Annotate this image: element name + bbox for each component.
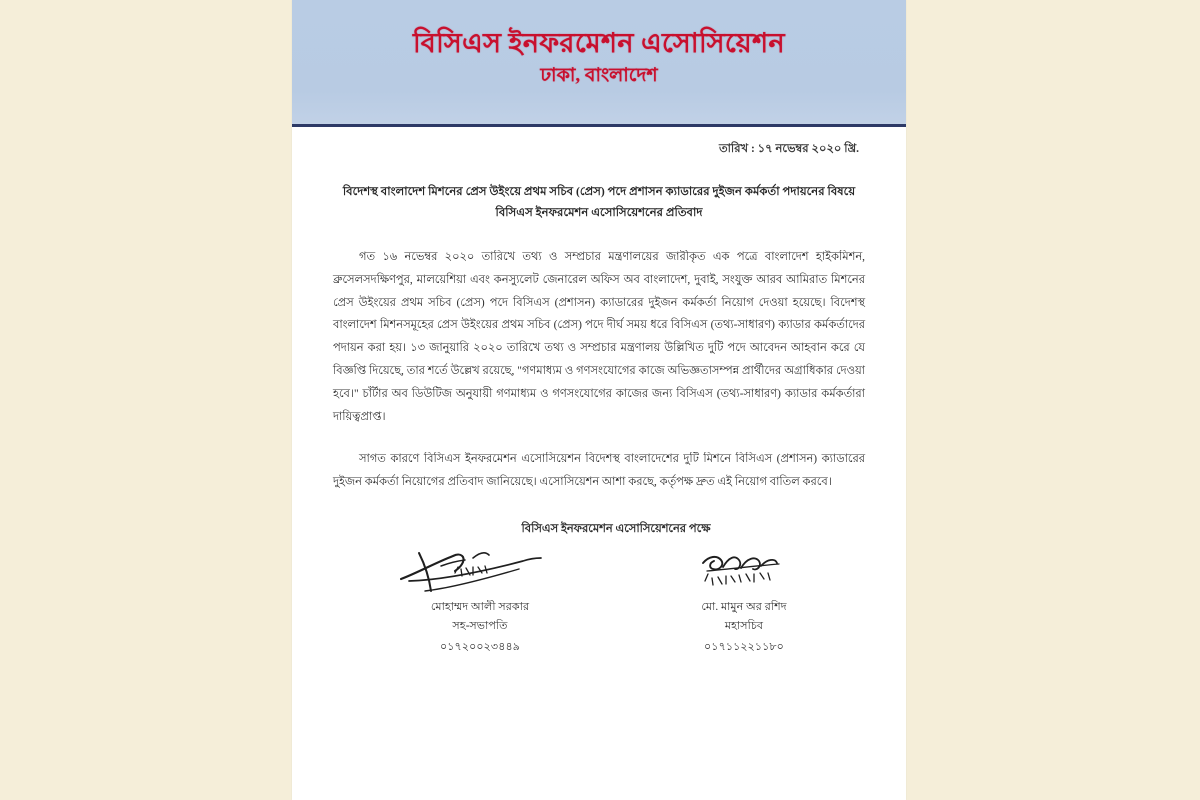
body-paragraph-2: সাগত কারণে বিসিএস ইনফরমেশন এসোসিয়েশন বিদেশস্থ বাংলাদেশের দুটি মিশনে বিসিএস (প্রশাসন) ক্যাডারের দুইজন কর্মকর্তা নিয়োগের প্রতিবাদ জানিয়েছে। এসোসিয়েশন আশা করছে, কর্তৃপক্ষ দ্রুত এই নিয়োগ বাতিল করবে। <box>333 453 865 489</box>
document-sheet <box>292 0 906 800</box>
on-behalf-of-line: বিসিএস ইনফরমেশন এসোসিয়েশনের পক্ষে <box>521 523 711 535</box>
signatory-phone: ০১৭২০০২৩৪৪৯ <box>440 640 520 653</box>
signatory-role: সহ-সভাপতি <box>452 620 508 633</box>
letterhead-banner <box>292 0 906 127</box>
signatory-name: মোহাম্মদ আলী সরকার <box>430 601 530 613</box>
signature-block-vice-president <box>385 547 575 656</box>
handwritten-signature-icon <box>649 547 839 599</box>
organization-city: ঢাকা, বাংলাদেশ <box>540 64 658 86</box>
document-body <box>292 140 906 656</box>
body-paragraph-1: গত ১৬ নভেম্বর ২০২০ তারিখে তথ্য ও সম্প্রচার মন্ত্রণালয়ের জারীকৃত এক পত্রে বাংলাদেশ হাইকমিশন, ব্রুসেলসদক্ষিণপুর, মালয়েশিয়া এবং কনস্যুলেট জেনারেল অফিস অব বাংলাদেশ, দুবাই, সংযুক্ত আরব আমিরাত মিশনের প্রেস উইংয়ের প্রথম সচিব (প্রেস) পদে বিসিএস (প্রশাসন) ক্যাডারের দুইজন কর্মকর্তা নিয়োগ দেওয়া হয়েছে। বিদেশস্থ বাংলাদেশ মিশনসমূহের প্রেস উইংয়ের প্রথম সচিব (প্রেস) পদে দীর্ঘ সময় ধরে বিসিএস (তথ্য-সাধারণ) ক্যাডার কর্মকর্তাদের পদায়ন করা হয়। ১৩ জানুয়ারি ২০২০ তারিখে তথ্য ও সম্প্রচার মন্ত্রণালয় উল্লিখিত দুটি পদে আবেদন আহবান করে যে বিজ্ঞপ্তি দিয়েছে, তার শর্তে উল্লেখ রয়েছে, "গণমাধ্যম ও গণসংযোগের কাজে অভিজ্ঞতাসম্পন্ন প্রার্থীদের অগ্রাধিকার দেওয়া হবে।" চাঁর্টার অব ডিউটিজ অনুযায়ী গণমাধ্যম ও গণসংযোগের কাজের জন্য বিসিএস (তথ্য-সাধারণ) ক্যাডার কর্মকর্তারা দায়িত্বপ্রাপ্ত। <box>333 250 865 423</box>
signatory-name: মো. মামুন অর রশিদ <box>701 601 787 613</box>
signatory-role: মহাসচিব <box>724 620 764 633</box>
signature-row <box>333 547 865 656</box>
organization-name: বিসিএস ইনফরমেশন এসোসিয়েশন <box>413 28 785 58</box>
signatory-phone: ০১৭১১২২১১৮০ <box>704 640 784 653</box>
signature-block-secretary-general <box>649 547 839 656</box>
document-title: বিদেশস্থ বাংলাদেশ মিশনের প্রেস উইংয়ে প্রথম সচিব (প্রেস) পদে প্রশাসন ক্যাডারের দুইজন কর্মকর্তা পদায়নের বিষয়ে বিসিএস ইনফরমেশন এসোসিয়েশনের প্রতিবাদ <box>342 185 856 220</box>
document-date: তারিখ : ১৭ নভেম্বর ২০২০ খ্রি. <box>718 143 859 155</box>
handwritten-signature-icon <box>385 547 575 599</box>
